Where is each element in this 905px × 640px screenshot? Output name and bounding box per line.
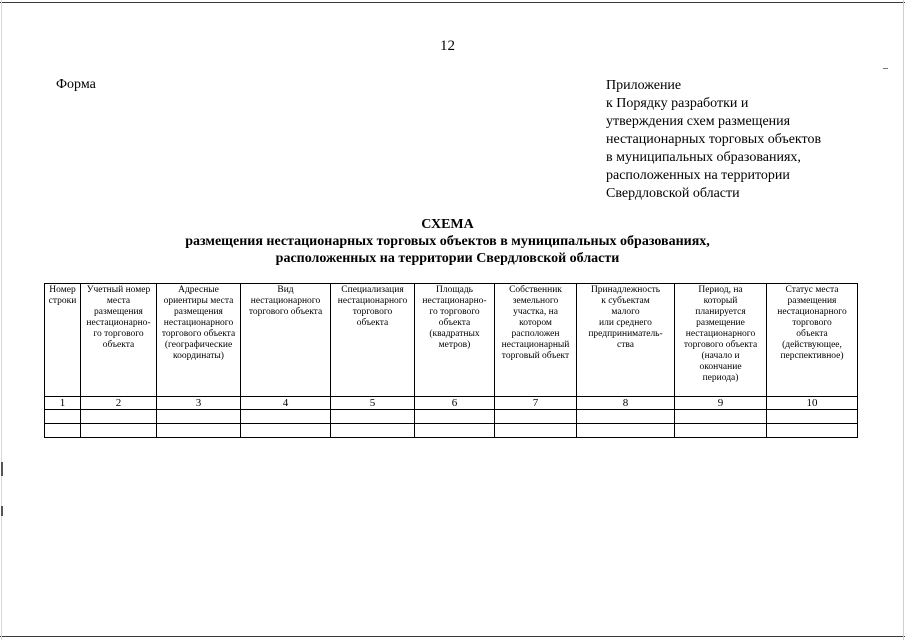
column-header-line: объекта <box>796 329 828 339</box>
appendix-line: нестационарных торговых объектов <box>606 132 822 147</box>
column-number-cell: 7 <box>495 397 577 410</box>
appendix-line: расположенных на территории <box>606 168 790 183</box>
column-header-line: земельного <box>512 296 559 306</box>
column-header-line: Вид <box>277 285 294 295</box>
column-header-line: нестационарно- <box>422 296 487 306</box>
column-header-line: (начало и <box>701 351 740 361</box>
column-header-line: ориентиры места <box>163 296 234 306</box>
document-title <box>0 216 895 267</box>
appendix-line: Свердловской области <box>606 186 740 201</box>
appendix-line: утверждения схем размещения <box>606 114 791 129</box>
column-header-9 <box>675 284 767 397</box>
column-header-line: нестационарного <box>685 329 756 339</box>
scan-edge-bottom <box>0 636 905 637</box>
column-header-line: размещения <box>787 296 837 306</box>
column-header-line: нестационарного <box>337 296 408 306</box>
column-header-line: Номер <box>49 285 76 295</box>
table-cell <box>675 410 767 424</box>
column-header-line: планируется <box>695 307 746 317</box>
column-header-line: координаты) <box>173 351 224 361</box>
column-number-cell: 1 <box>45 397 81 410</box>
table-cell <box>415 424 495 438</box>
table-cell <box>577 424 675 438</box>
column-header-line: который <box>703 296 738 306</box>
column-header-line: Статус места <box>785 285 839 295</box>
scan-tick <box>1 506 3 516</box>
column-header-line: размещения <box>174 307 223 317</box>
scan-edge-left <box>1 0 2 640</box>
column-header-line: к субъектам <box>601 296 650 306</box>
scan-edge-right <box>903 0 904 640</box>
column-header-1 <box>45 284 81 397</box>
column-header-line: нестационарного <box>250 296 321 306</box>
column-header-line: Период, на <box>698 285 743 295</box>
column-number-cell: 6 <box>415 397 495 410</box>
appendix-line: к Порядку разработки и <box>606 96 749 111</box>
column-header-line: расположен <box>511 329 560 339</box>
column-header-4 <box>241 284 331 397</box>
column-header-line: участка, на <box>513 307 558 317</box>
column-header-line: торговый объект <box>501 351 570 361</box>
page-number: 12 <box>440 38 455 54</box>
table-body <box>45 397 858 438</box>
column-number-cell: 5 <box>331 397 415 410</box>
column-number-cell: 10 <box>767 397 858 410</box>
appendix-line: Приложение <box>606 78 682 93</box>
column-header-line: нестационарно- <box>86 318 151 328</box>
column-header-line: го торгового <box>429 307 480 317</box>
column-header-line: ства <box>617 340 634 350</box>
table-cell <box>767 424 858 438</box>
table-cell <box>415 410 495 424</box>
table-cell <box>331 424 415 438</box>
table-row <box>45 410 858 424</box>
title-main: СХЕМА <box>421 217 474 232</box>
scan-mark <box>883 68 888 69</box>
column-number-cell: 4 <box>241 397 331 410</box>
column-header-line: места <box>106 296 131 306</box>
column-header-line: периода) <box>702 373 739 383</box>
column-header-line: торгового объекта <box>683 340 758 350</box>
column-header-line: объекта <box>356 318 389 328</box>
column-header-line: (действующее, <box>782 340 842 350</box>
column-header-line: торгового <box>792 318 832 328</box>
column-number-cell: 9 <box>675 397 767 410</box>
column-header-8 <box>577 284 675 397</box>
column-header-line: торгового <box>352 307 393 317</box>
table-cell <box>241 424 331 438</box>
column-header-6 <box>415 284 495 397</box>
column-number-cell: 3 <box>157 397 241 410</box>
column-number-cell: 8 <box>577 397 675 410</box>
column-header-line: торгового объекта <box>161 329 236 339</box>
table-cell <box>81 424 157 438</box>
column-header-line: окончание <box>699 362 742 372</box>
table-row <box>45 424 858 438</box>
column-header-line: нестационарного <box>777 307 847 317</box>
column-header-line: объекта <box>102 340 135 350</box>
table-cell <box>331 410 415 424</box>
form-label: Форма <box>56 77 96 92</box>
column-header-line: перспективное) <box>780 351 844 361</box>
column-header-line: Собственник <box>509 285 562 295</box>
table-cell <box>241 410 331 424</box>
column-header-10 <box>767 284 858 397</box>
column-header-line: размещения <box>94 307 143 317</box>
column-header-line: малого <box>611 307 640 317</box>
column-number-row <box>45 397 858 410</box>
column-header-line: торгового объекта <box>248 307 323 317</box>
column-header-line: строки <box>48 296 77 306</box>
table-cell <box>675 424 767 438</box>
table-cell <box>81 410 157 424</box>
column-header-line: (географические <box>164 340 233 350</box>
column-header-line: Специализация <box>341 285 404 295</box>
column-header-line: нестационарного <box>163 318 234 328</box>
column-header-line: метров) <box>438 340 471 350</box>
title-line: расположенных на территории Свердловской области <box>275 251 620 266</box>
table-header-row <box>45 284 858 397</box>
table-cell <box>577 410 675 424</box>
table-cell <box>157 424 241 438</box>
table-cell <box>767 410 858 424</box>
appendix-line: в муниципальных образованиях, <box>606 150 801 165</box>
table-cell <box>495 410 577 424</box>
column-header-line: нестационарный <box>501 340 570 350</box>
table-cell <box>495 424 577 438</box>
column-header-3 <box>157 284 241 397</box>
column-header-line: Учетный номер <box>86 285 151 295</box>
table-cell <box>157 410 241 424</box>
column-number-cell: 2 <box>81 397 157 410</box>
column-header-line: размещение <box>696 318 745 328</box>
column-header-7 <box>495 284 577 397</box>
title-line: размещения нестационарных торговых объектов в муниципальных образованиях, <box>185 234 710 249</box>
column-header-2 <box>81 284 157 397</box>
column-header-line: Адресные <box>178 285 219 295</box>
table-cell <box>45 424 81 438</box>
column-header-line: объекта <box>438 318 471 328</box>
scan-edge-top <box>0 2 905 3</box>
column-header-5 <box>331 284 415 397</box>
column-header-line: предприниматель- <box>588 329 663 339</box>
column-header-line: (квадратных <box>429 329 480 339</box>
column-header-line: или среднего <box>599 318 652 328</box>
table-cell <box>45 410 81 424</box>
appendix-note <box>606 77 821 203</box>
column-header-line: котором <box>519 318 552 328</box>
scan-tick <box>1 462 3 476</box>
column-header-line: го торгового <box>93 329 144 339</box>
column-header-line: Площадь <box>435 285 474 295</box>
schema-table <box>44 283 858 438</box>
column-header-line: Принадлежность <box>590 285 661 295</box>
